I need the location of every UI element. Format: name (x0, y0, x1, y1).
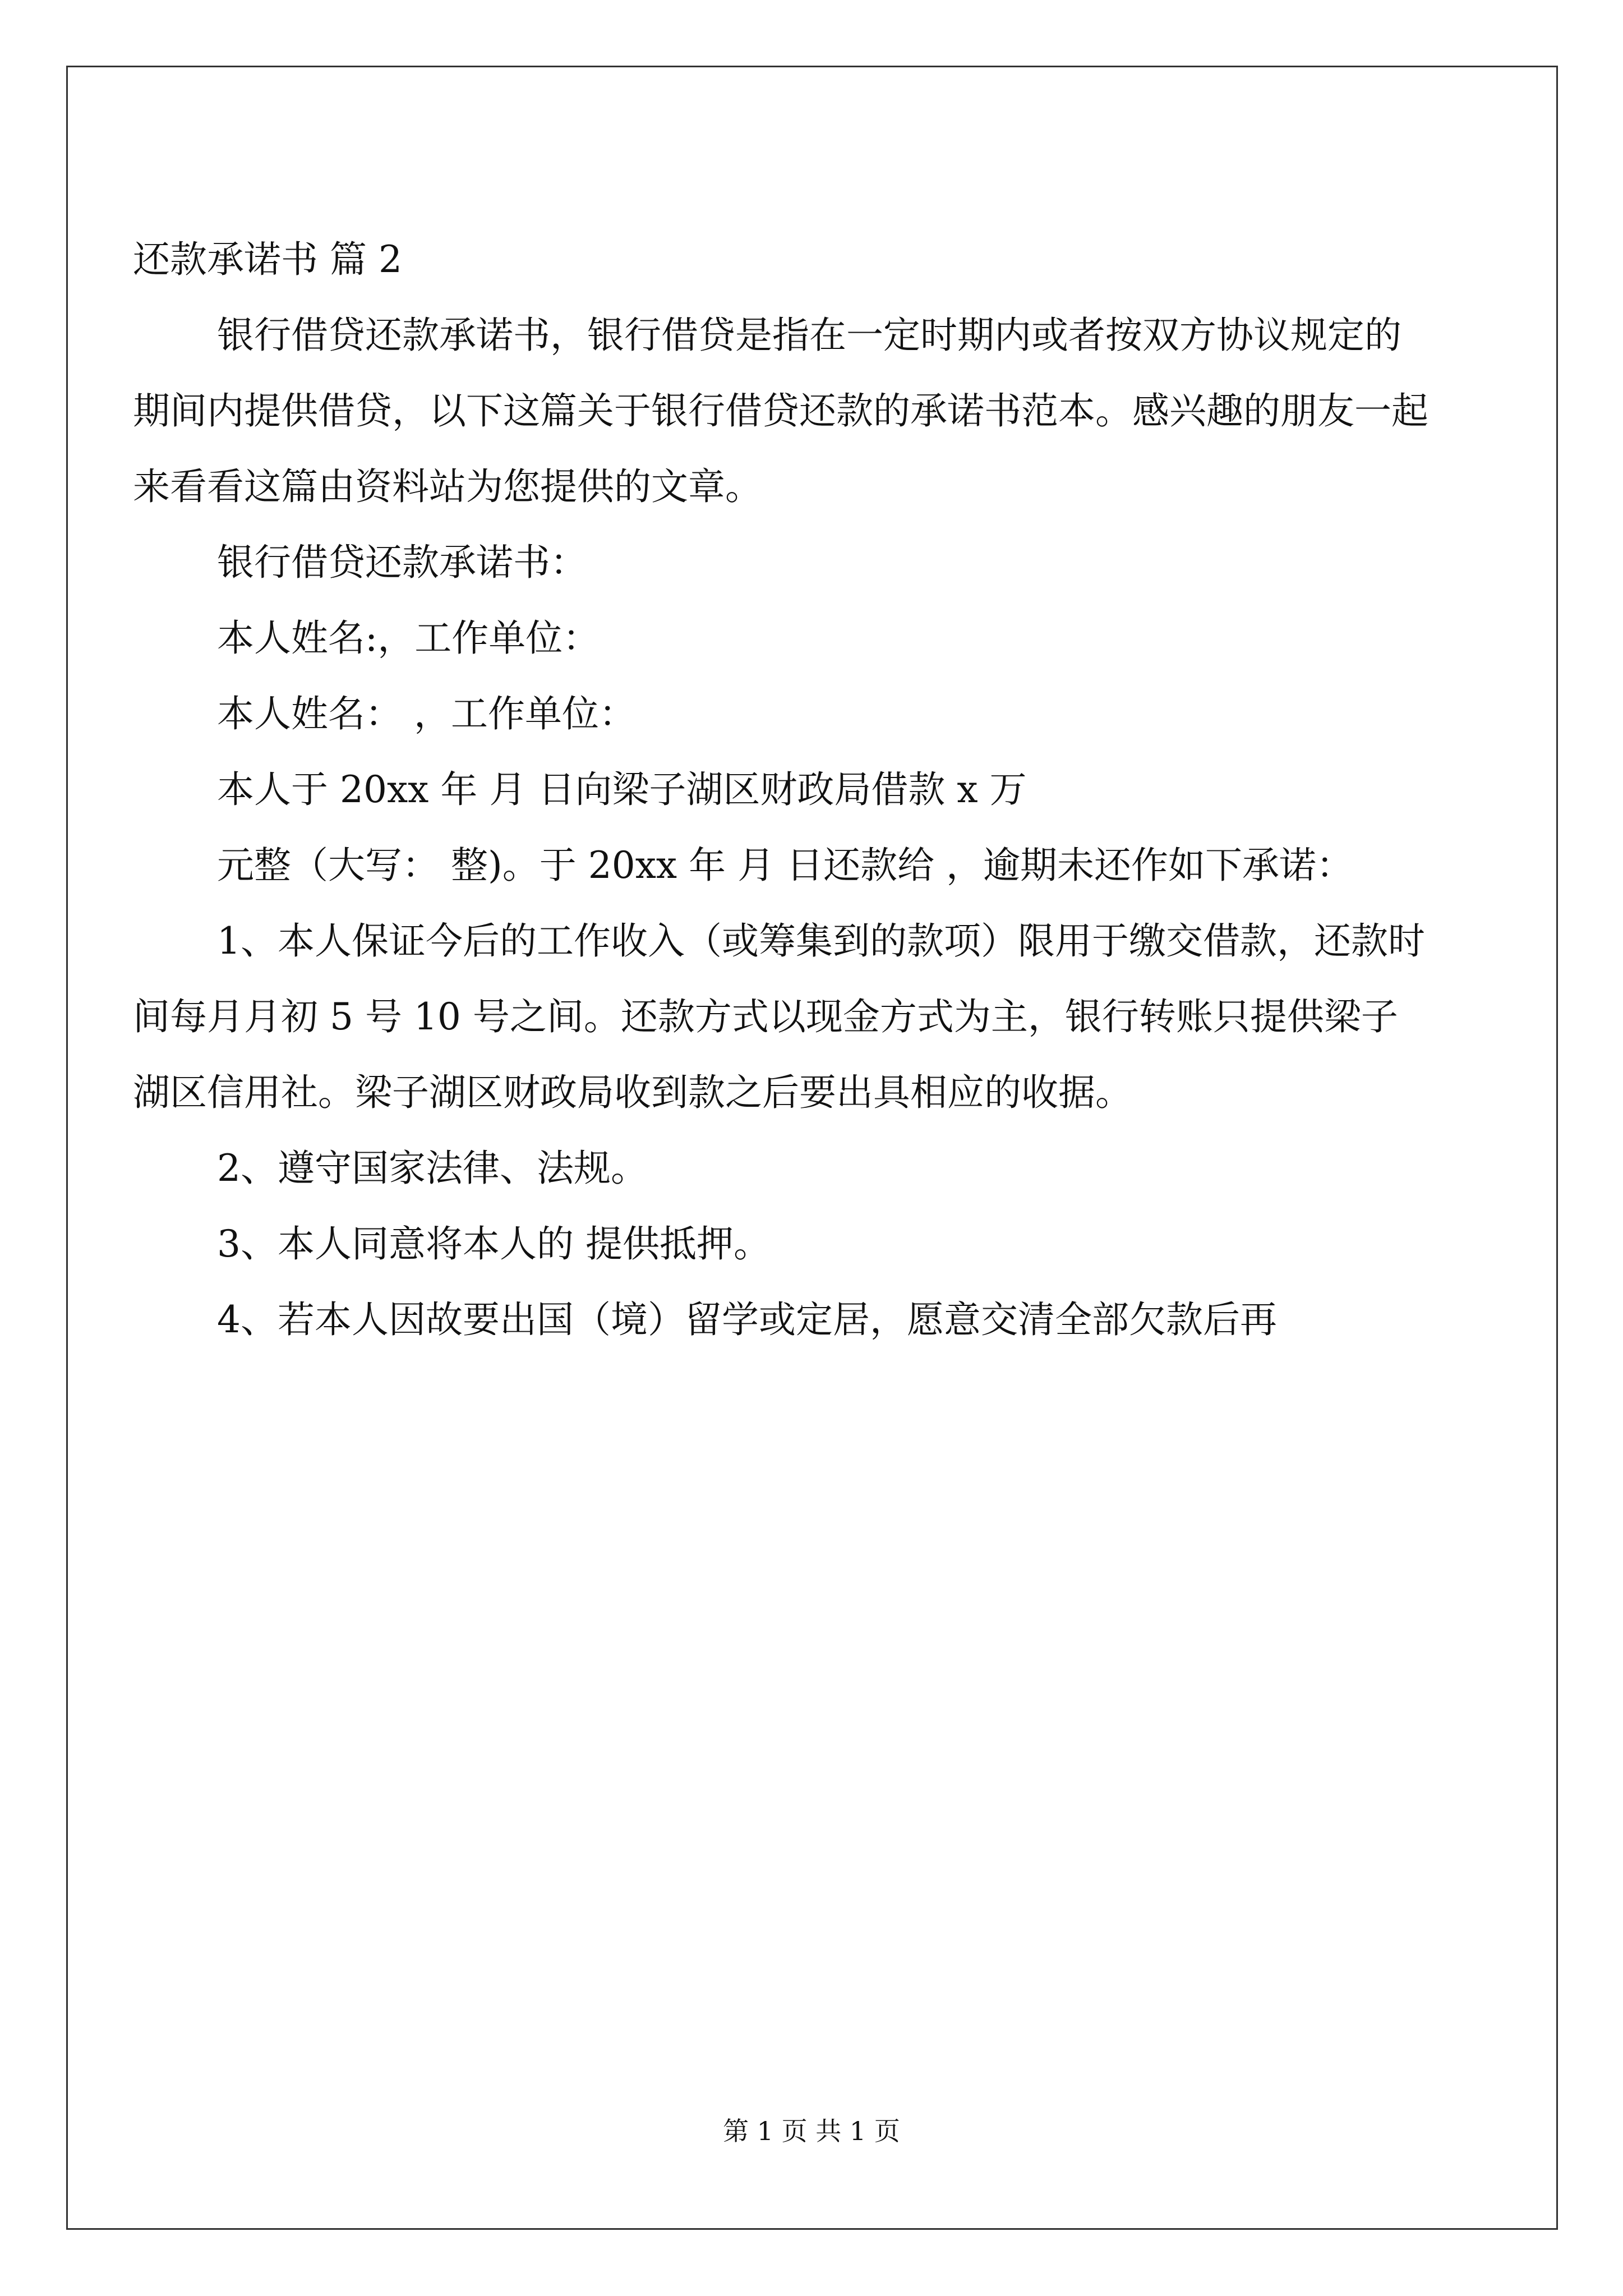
loan-date-line: 本人于 20xx 年 月 日向梁子湖区财政局借款 x 万 (217, 768, 1027, 811)
clause-1: 1、本人保证今后的工作收入（或筹集到的款项）限用于缴交借款，还款时间每月月初 5 号 10 号之间。还款方式以现金方式为主，银行转账只提供梁子湖区信用社。梁子湖区财政局收到款之后要出具相应的收据。 (133, 919, 1425, 1114)
intro-paragraph: 银行借贷还款承诺书，银行借贷是指在一定时期内或者按双方协议规定的期间内提供借贷，以下这篇关于银行借贷还款的承诺书范本。感兴趣的朋友一起来看看这篇由资料站为您提供的文章。 (133, 314, 1428, 508)
clause-3: 3、本人同意将本人的 提供抵押。 (217, 1222, 771, 1266)
page-number-footer: 第 1 页 共 1 页 (723, 2116, 900, 2146)
clause-2: 2、遵守国家法律、法规。 (217, 1147, 648, 1190)
document-heading: 还款承诺书 篇 2 (133, 238, 402, 281)
clause-4: 4、若本人因故要出国（境）留学或定居，愿意交清全部欠款后再 (217, 1298, 1277, 1341)
letter-title: 银行借贷还款承诺书： (217, 541, 587, 584)
name-line-1: 本人姓名:，工作单位： (217, 616, 600, 660)
loan-amount-line: 元整（大写： 整)。于 20xx 年 月 日还款给 ，逾期未还作如下承诺： (217, 844, 1354, 887)
name-line-2: 本人姓名： ，工作单位： (217, 692, 636, 735)
document-body (133, 222, 1428, 1358)
